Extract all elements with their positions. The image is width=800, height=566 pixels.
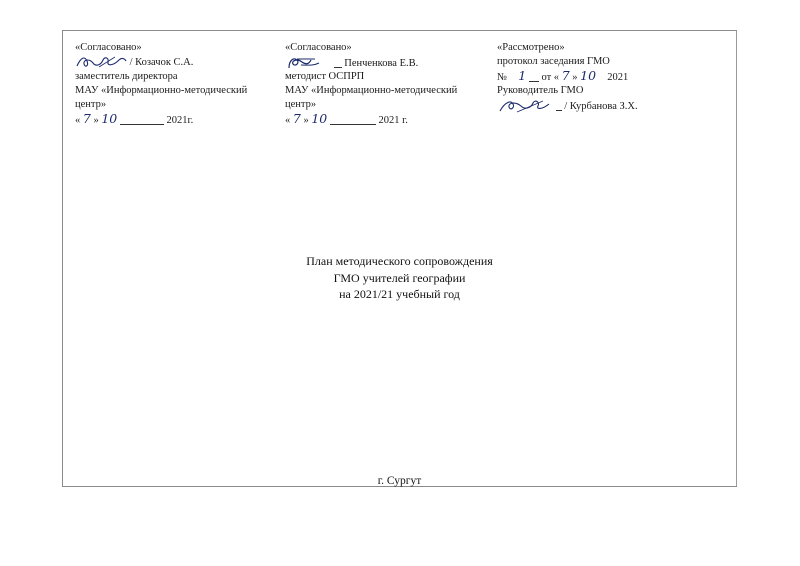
center-date-month: 10	[311, 111, 328, 126]
left-date-underline	[120, 112, 164, 125]
left-date-line	[75, 112, 285, 127]
document-title	[63, 253, 736, 303]
left-date-day: 7	[82, 111, 91, 126]
scanned-sheet	[62, 30, 737, 487]
left-date-month: 10	[101, 111, 118, 126]
right-leader-name: / Курбанова З.Х.	[564, 101, 638, 112]
left-organization-line2: центр»	[75, 99, 107, 110]
center-date-suffix: 2021 г.	[378, 115, 408, 126]
right-protocol-number-line	[497, 69, 717, 84]
right-protocol-no-label: №	[497, 72, 508, 83]
right-protocol-month: 10	[580, 68, 597, 83]
center-heading: «Согласовано»	[285, 42, 352, 53]
center-signature-name: Пенченкова Е.В.	[344, 58, 419, 69]
right-protocol-label: протокол заседания ГМО	[497, 56, 610, 67]
approval-block-center	[285, 41, 497, 127]
city-footer: г. Сургут	[377, 475, 422, 487]
center-organization-line1: МАУ «Информационно-методический	[285, 85, 458, 96]
approval-block-right	[497, 41, 717, 127]
center-signature-line	[285, 55, 497, 70]
right-leader-underline	[556, 98, 562, 111]
right-protocol-no-underline	[529, 69, 539, 82]
left-signature-name: / Козачок С.А.	[129, 57, 194, 68]
center-date-mid: »	[303, 115, 309, 126]
left-position: заместитель директора	[75, 71, 178, 82]
right-leader-label: Руководитель ГМО	[497, 85, 584, 96]
approval-columns	[75, 41, 725, 127]
right-protocol-year: 2021	[607, 72, 629, 83]
title-line-2: ГМО учителей географии	[333, 270, 466, 285]
right-protocol-no-value: 1	[518, 68, 527, 83]
right-protocol-mid: »	[572, 72, 578, 83]
center-date-line	[285, 112, 497, 127]
right-protocol-from-label: от «	[541, 72, 560, 83]
signature-scribble-icon	[497, 99, 553, 111]
approval-block-left	[75, 41, 285, 127]
right-heading: «Рассмотрено»	[497, 42, 565, 53]
title-line-3: на 2021/21 учебный год	[339, 287, 460, 301]
left-heading: «Согласовано»	[75, 42, 142, 53]
left-signature-line	[75, 55, 285, 70]
left-date-suffix: 2021г.	[166, 115, 194, 126]
signature-scribble-icon	[285, 56, 331, 68]
center-signature-underline	[334, 55, 342, 68]
right-protocol-day: 7	[561, 68, 570, 83]
signature-scribble-icon	[75, 55, 127, 67]
center-organization-line2: центр»	[285, 99, 317, 110]
right-leader-signature-line	[497, 98, 717, 113]
center-date-prefix: «	[285, 115, 291, 126]
left-date-mid: »	[93, 115, 99, 126]
center-position: методист ОСПРП	[285, 71, 365, 82]
title-line-1: План методического сопровождения	[306, 254, 493, 268]
center-date-day: 7	[292, 111, 301, 126]
left-organization-line1: МАУ «Информационно-методический	[75, 85, 248, 96]
left-date-prefix: «	[75, 115, 81, 126]
center-date-underline	[330, 112, 376, 125]
